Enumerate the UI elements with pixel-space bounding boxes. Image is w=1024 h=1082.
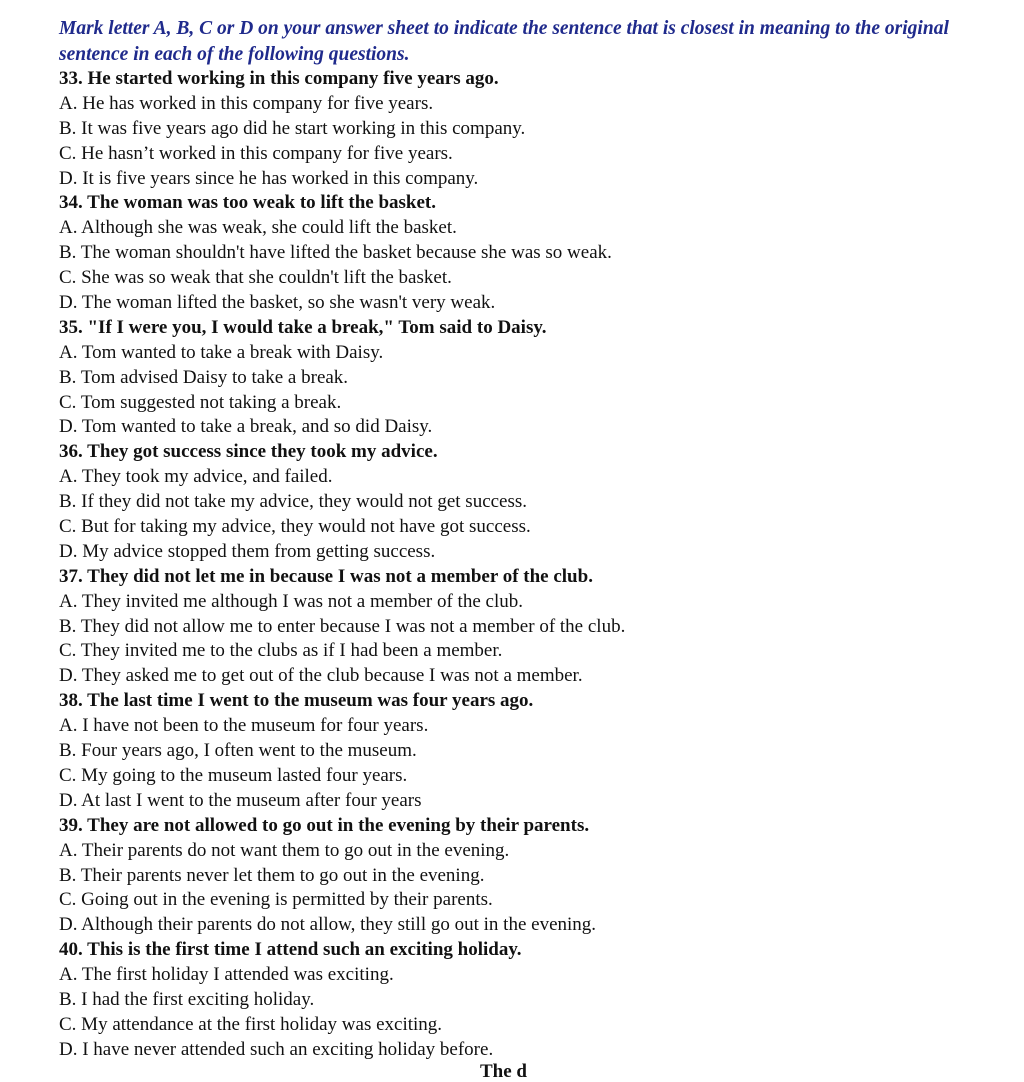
option-a: A. Although she was weak, she could lift the basket. — [59, 217, 457, 239]
option-a: A. Their parents do not want them to go out in the evening. — [59, 839, 510, 861]
option-b: B. They did not allow me to enter because I was not a member of the club. — [59, 615, 626, 637]
question-40 — [59, 938, 999, 1062]
option-b: B. Tom advised Daisy to take a break. — [59, 366, 349, 388]
option-a: A. The first holiday I attended was exciting. — [59, 964, 394, 986]
question-stem: 38. The last time I went to the museum was four years ago. — [59, 690, 534, 712]
option-b: B. Four years ago, I often went to the museum. — [59, 740, 417, 762]
option-d: D. They asked me to get out of the club because I was not a member. — [59, 665, 583, 687]
option-c: C. Tom suggested not taking a break. — [59, 391, 342, 413]
question-35 — [59, 316, 999, 440]
option-b: B. The woman shouldn't have lifted the basket because she was so weak. — [59, 242, 612, 264]
option-a: A. I have not been to the museum for four years. — [59, 715, 429, 737]
option-a: A. He has worked in this company for five years. — [59, 92, 434, 114]
option-c: C. She was so weak that she couldn't lift the basket. — [59, 267, 452, 289]
option-c: C. But for taking my advice, they would not have got success. — [59, 516, 531, 538]
option-a: A. Tom wanted to take a break with Daisy. — [59, 341, 384, 363]
question-stem: 36. They got success since they took my advice. — [59, 441, 438, 463]
question-37 — [59, 565, 999, 689]
option-d: D. I have never attended such an exciting holiday before. — [59, 1038, 494, 1060]
question-stem: 37. They did not let me in because I was not a member of the club. — [59, 565, 593, 587]
question-stem: 33. He started working in this company five years ago. — [59, 68, 499, 89]
option-d: D. Tom wanted to take a break, and so did Daisy. — [59, 416, 433, 438]
question-33 — [59, 67, 999, 191]
option-c: C. He hasn’t worked in this company for five years. — [59, 142, 453, 164]
question-stem: 35. "If I were you, I would take a break," Tom said to Daisy. — [59, 316, 547, 338]
question-stem: 34. The woman was too weak to lift the basket. — [59, 192, 437, 214]
option-c: C. My attendance at the first holiday was exciting. — [59, 1013, 443, 1035]
question-34 — [59, 191, 999, 315]
question-36 — [59, 440, 999, 564]
option-d: D. The woman lifted the basket, so she wasn't very weak. — [59, 292, 496, 314]
question-list — [59, 67, 999, 1063]
option-d: D. My advice stopped them from getting success. — [59, 540, 436, 562]
option-b: B. I had the first exciting holiday. — [59, 988, 315, 1010]
option-d: D. At last I went to the museum after four years — [59, 789, 422, 811]
option-d: D. Although their parents do not allow, they still go out in the evening. — [59, 914, 597, 936]
option-c: C. My going to the museum lasted four years. — [59, 764, 408, 786]
instruction-text: Mark letter A, B, C or D on your answer sheet to indicate the sentence that is closest in meaning to the original sentence in each of the following questions. — [59, 18, 949, 65]
option-a: A. They took my advice, and failed. — [59, 466, 333, 488]
option-b: B. It was five years ago did he start working in this company. — [59, 117, 526, 139]
question-stem: 40. This is the first time I attend such an exciting holiday. — [59, 939, 522, 961]
option-c: C. They invited me to the clubs as if I had been a member. — [59, 640, 503, 662]
option-c: C. Going out in the evening is permitted by their parents. — [59, 889, 493, 911]
cut-off-text: The d — [480, 1061, 527, 1082]
question-39 — [59, 814, 999, 938]
option-d: D. It is five years since he has worked in this company. — [59, 167, 479, 189]
option-b: B. If they did not take my advice, they would not get success. — [59, 491, 528, 513]
question-stem: 39. They are not allowed to go out in the evening by their parents. — [59, 814, 590, 836]
option-a: A. They invited me although I was not a member of the club. — [59, 590, 523, 612]
question-38 — [59, 689, 999, 813]
option-b: B. Their parents never let them to go out in the evening. — [59, 864, 485, 886]
